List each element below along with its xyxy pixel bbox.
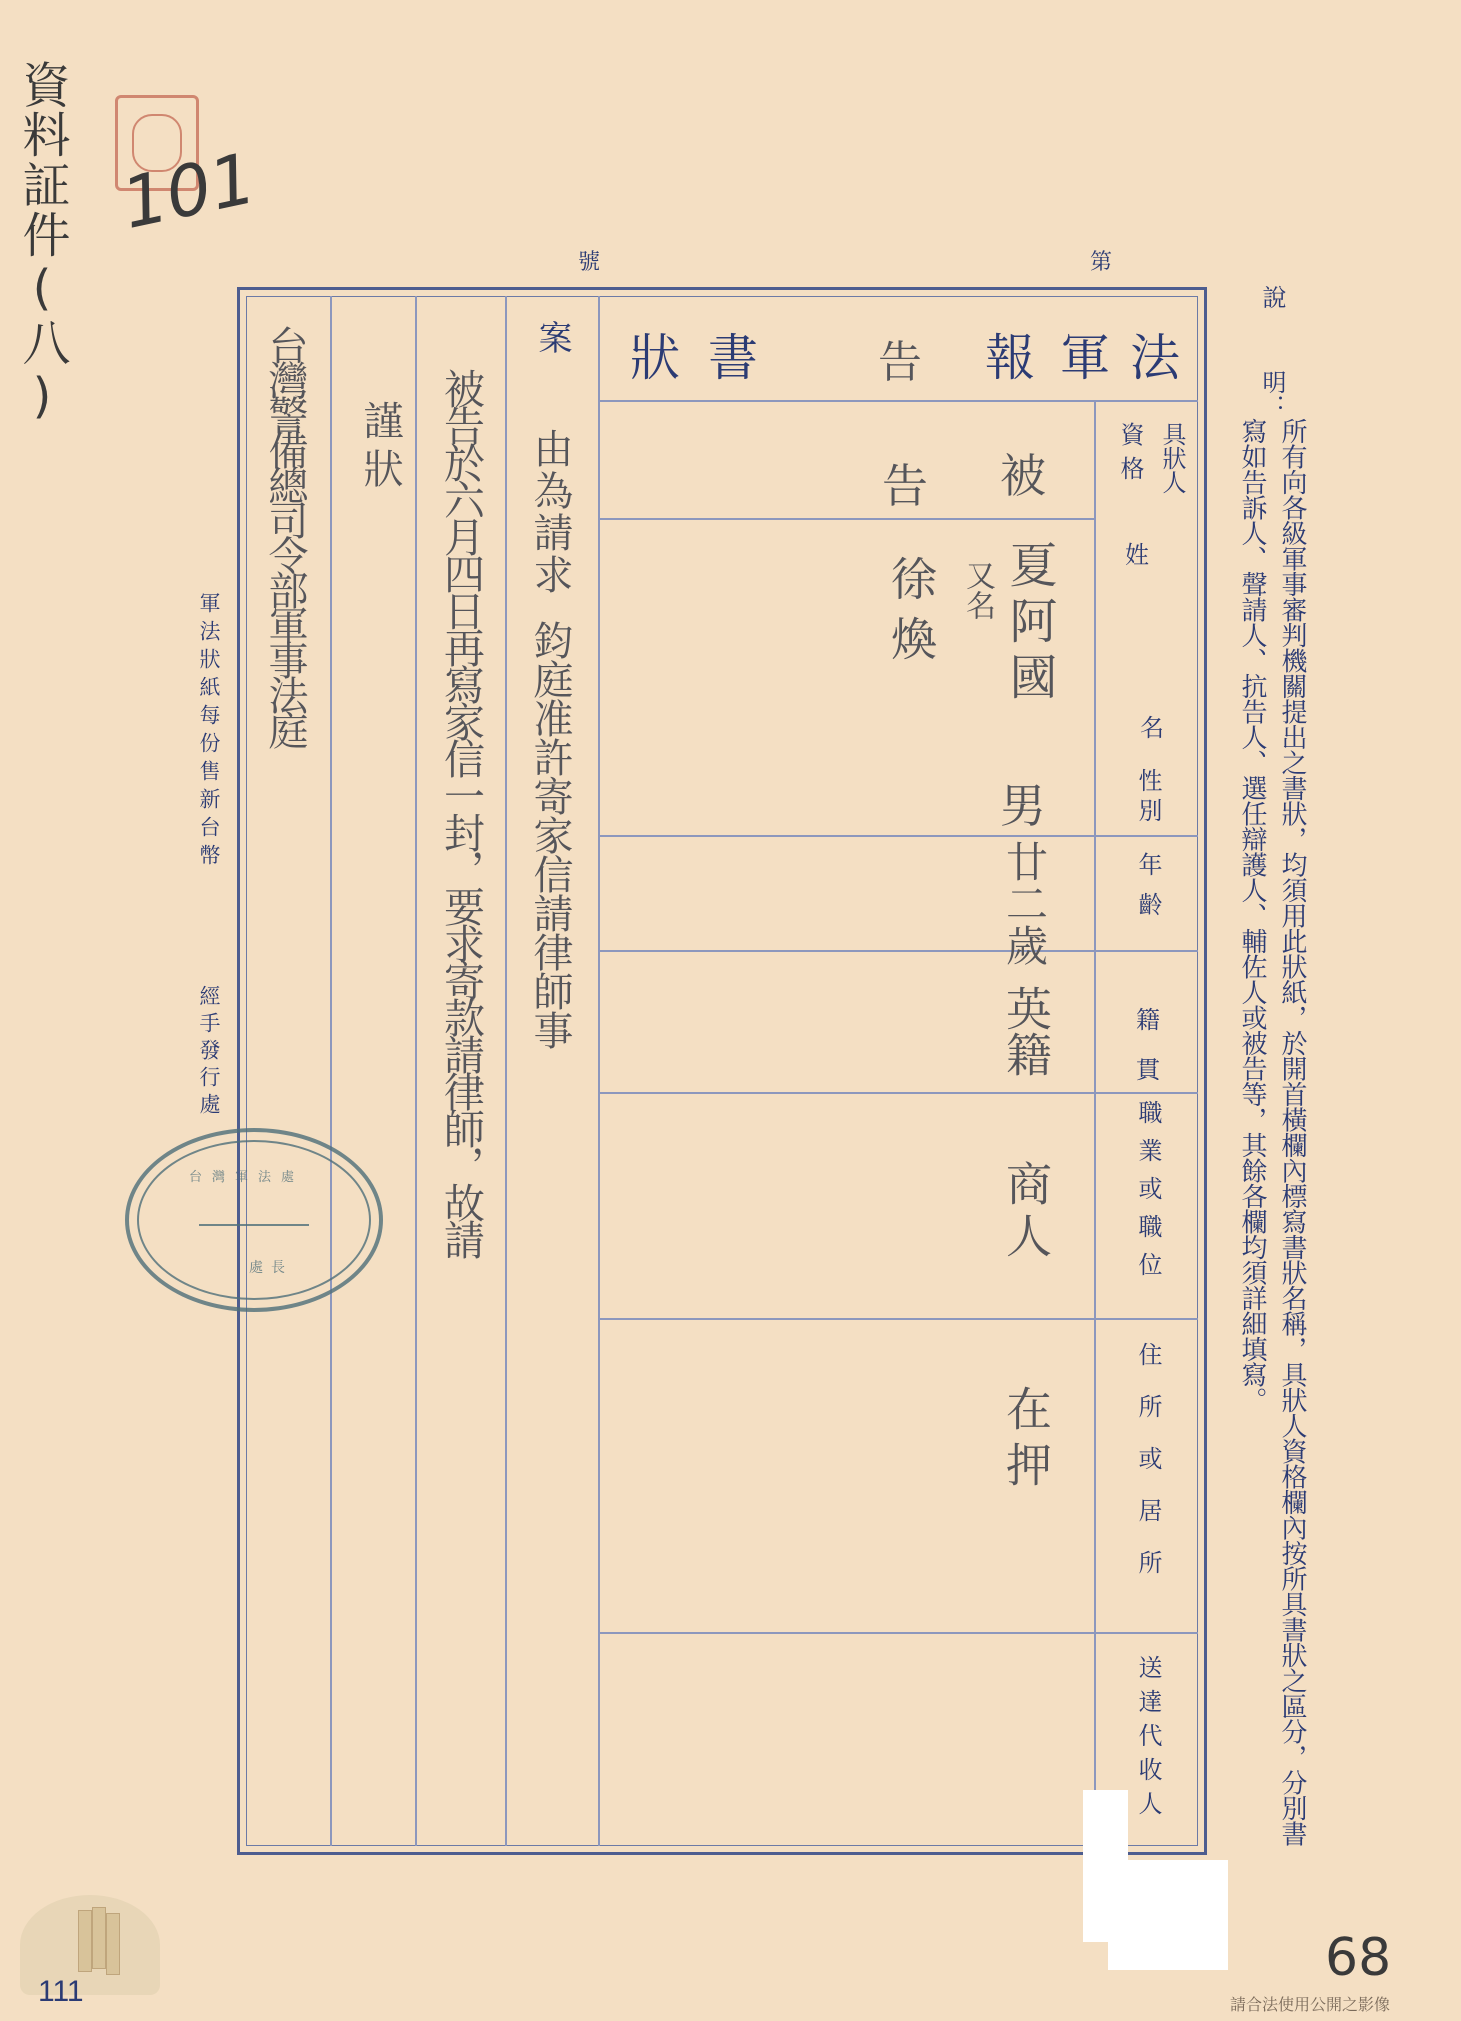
defendant-age: 廿二歲 bbox=[1000, 840, 1049, 966]
reason-text: 鈞庭准許寄家信請律師事 bbox=[527, 620, 573, 1049]
defendant-alias-name: 徐煥 bbox=[884, 555, 938, 675]
row-header-residence: 住所或居所 bbox=[1134, 1342, 1162, 1602]
defendant-occupation: 商人 bbox=[999, 1160, 1053, 1264]
ju-zhuang-ren-label: 具狀人 bbox=[1158, 422, 1186, 494]
form-inner-frame bbox=[246, 296, 1198, 1846]
defendant-name: 夏阿國 bbox=[1001, 540, 1057, 708]
disclaimer: 請合法使用公開之影像 bbox=[1230, 1995, 1391, 2014]
form-title-zhuangshu: 狀書 bbox=[630, 329, 786, 387]
form-title-gao-handwritten: 告 bbox=[878, 337, 922, 388]
stamp-top-text: 台灣軍法處 bbox=[189, 1170, 305, 1185]
instructions-label-2: 明： bbox=[1258, 370, 1286, 418]
reason-label: 由為請求 bbox=[527, 428, 573, 596]
body-line-1: 被告於六月四日再寫家信一封，要求寄款請律師，故請 bbox=[437, 368, 485, 1256]
row-header-name: 名 bbox=[1140, 714, 1164, 742]
row-header-service-agent: 送達代收人 bbox=[1134, 1655, 1162, 1825]
zige-label: 資格 bbox=[1116, 422, 1144, 490]
price-note: 軍法狀紙每份售新台幣 bbox=[197, 592, 221, 872]
instructions-label: 說 bbox=[1258, 285, 1286, 309]
case-label: 案 bbox=[532, 320, 572, 354]
handwritten-page-number-bottom: 68 bbox=[1325, 1928, 1392, 1988]
issuer-note: 經手發行處 bbox=[197, 985, 221, 1120]
di-label: 第 bbox=[1090, 250, 1113, 275]
defendant-alias-label: 又名 bbox=[960, 560, 995, 620]
defendant-residence: 在押 bbox=[999, 1385, 1053, 1497]
oval-official-stamp bbox=[125, 1128, 383, 1312]
row-header-occupation: 職業或職位 bbox=[1134, 1100, 1162, 1290]
row-header-ji: 籍 bbox=[1136, 1006, 1160, 1034]
form-title-bao: 報 bbox=[985, 329, 1035, 387]
row-header-surname: 姓 bbox=[1125, 541, 1149, 569]
defendant-native-place: 英籍 bbox=[999, 985, 1053, 1077]
handwritten-page-number: 101 bbox=[114, 137, 263, 245]
margin-note: 資料証件(八) bbox=[14, 60, 70, 426]
number-label: 號 bbox=[578, 250, 601, 275]
row-header-guan: 貫 bbox=[1136, 1056, 1160, 1084]
stamp-bottom-text: 處長 bbox=[249, 1260, 293, 1276]
form-title-junfa: 軍法 bbox=[1060, 329, 1200, 387]
instructions-text: 所有向各級軍事審判機關提出之書狀，均須用此狀紙，於開首橫欄內標寫書狀名稱，具狀人資格欄內按所具書狀之區分，分別書寫如告訴人、聲請人、抗告人、選任辯護人、輔佐人或被告等，其餘各欄均須詳細填寫。 bbox=[1237, 418, 1307, 1846]
redaction-block bbox=[1108, 1860, 1228, 1970]
defendant-gender: 男 bbox=[1000, 779, 1046, 833]
defendant-role-2: 告 bbox=[882, 459, 928, 513]
row-header-gender: 性別 bbox=[1134, 768, 1162, 828]
closing: 謹狀 bbox=[357, 400, 403, 496]
addressee: 台灣警備總司令部軍事法庭 bbox=[262, 325, 308, 745]
printed-page-number: 111 bbox=[38, 1975, 84, 2008]
defendant-role: 被 bbox=[1000, 449, 1046, 503]
row-header-age: 年齡 bbox=[1134, 852, 1162, 932]
